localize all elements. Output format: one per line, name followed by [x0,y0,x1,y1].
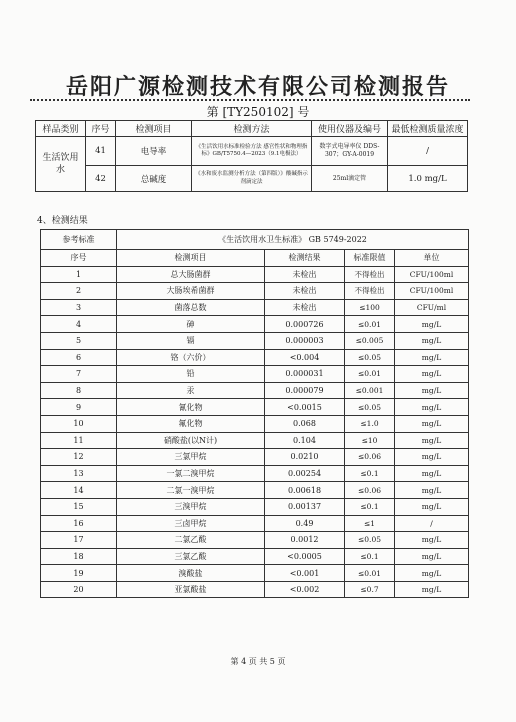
test-item: 二氯乙酸 [117,532,265,549]
standard-limit: ≤100 [345,299,395,316]
sample-category: 生活饮用水 [36,137,86,192]
test-item: 铅 [117,366,265,383]
row-number: 9 [41,399,117,416]
unit: mg/L [395,548,469,565]
table-row [41,482,469,499]
report-title: 岳阳广源检测技术有限公司检测报告 [65,75,450,100]
standard-limit: ≤1.0 [345,415,395,432]
test-item: 氟化物 [117,415,265,432]
test-result: <0.0005 [265,548,345,565]
test-item: 菌落总数 [117,299,265,316]
header-cell: 检测结果 [265,250,345,267]
row-number: 41 [86,137,116,166]
test-item: 镉 [117,332,265,349]
table-row [41,432,469,449]
standard-limit: 不得检出 [345,283,395,300]
standard-limit: ≤0.01 [345,316,395,333]
standard-limit: ≤0.05 [345,532,395,549]
test-item: 三溴甲烷 [117,498,265,515]
unit: CFU/100ml [395,283,469,300]
header-cell: 检测项目 [116,121,192,137]
row-number: 2 [41,283,117,300]
test-result: <0.004 [265,349,345,366]
standard-limit: ≤0.1 [345,465,395,482]
table-row [41,316,469,333]
header-cell: 检测项目 [117,250,265,267]
unit: / [395,515,469,532]
test-item: 总大肠菌群 [117,266,265,283]
standard-limit: ≤0.001 [345,382,395,399]
unit: CFU/ml [395,299,469,316]
unit: mg/L [395,449,469,466]
standard-limit: ≤0.05 [345,399,395,416]
unit: mg/L [395,482,469,499]
table-row [41,498,469,515]
header-cell: 单位 [395,250,469,267]
test-result: 0.00137 [265,498,345,515]
unit: mg/L [395,366,469,383]
unit: mg/L [395,432,469,449]
test-result: 未检出 [265,299,345,316]
header-cell: 样品类别 [36,121,86,137]
table-row [41,283,469,300]
test-item: 三氯甲烷 [117,449,265,466]
standard-limit: ≤0.01 [345,366,395,383]
header-cell: 检测方法 [192,121,312,137]
unit: mg/L [395,316,469,333]
test-item: 亚氯酸盐 [117,581,265,598]
table-row [41,532,469,549]
header-cell: 序号 [41,250,117,267]
title-divider [30,99,470,101]
min-concentration: 1.0 mg/L [388,166,468,192]
table-row [41,266,469,283]
test-item: 汞 [117,382,265,399]
standard-limit: ≤0.01 [345,565,395,582]
standard-limit: ≤0.06 [345,482,395,499]
test-result: <0.0015 [265,399,345,416]
row-number: 15 [41,498,117,515]
table-row [41,399,469,416]
table-row [41,548,469,565]
row-number: 3 [41,299,117,316]
table-row [41,515,469,532]
row-number: 13 [41,465,117,482]
table-row [41,382,469,399]
standard-limit: ≤0.1 [345,498,395,515]
reference-label: 参考标准 [41,230,117,250]
row-number: 5 [41,332,117,349]
table-row [41,299,469,316]
test-item: 大肠埃希菌群 [117,283,265,300]
test-item: 一氯二溴甲烷 [117,465,265,482]
unit: mg/L [395,565,469,582]
header-cell: 标准限值 [345,250,395,267]
header-cell: 序号 [86,121,116,137]
standard-limit: ≤0.06 [345,449,395,466]
test-result: 0.49 [265,515,345,532]
reference-standard: 《生活饮用水卫生标准》 GB 5749-2022 [117,230,469,250]
row-number: 17 [41,532,117,549]
row-number: 7 [41,366,117,383]
unit: CFU/100ml [395,266,469,283]
row-number: 14 [41,482,117,499]
row-number: 12 [41,449,117,466]
header-cell: 最低检测质量浓度 [388,121,468,137]
table-row [41,565,469,582]
instrument: 数字式电导率仪 DDS-307；GY-A-0019 [312,137,388,166]
report-number: 第 [TY250102] 号 [206,105,310,119]
row-number: 20 [41,581,117,598]
test-item: 总碱度 [116,166,192,192]
instrument: 25ml滴定管 [312,166,388,192]
header-cell: 使用仪器及编号 [312,121,388,137]
test-result: 0.068 [265,415,345,432]
row-number: 8 [41,382,117,399]
section-heading: 4、检测结果 [37,216,88,226]
row-number: 18 [41,548,117,565]
results-table-header [41,250,469,267]
test-item: 溴酸盐 [117,565,265,582]
standard-limit: ≤0.1 [345,548,395,565]
row-number: 11 [41,432,117,449]
test-method: 《生活饮用水标准检验方法 感官性状和物理指标》GB/T5750.4—2023（9.1电极法） [192,137,312,166]
test-item: 硝酸盐(以N计) [117,432,265,449]
test-result: 0.0210 [265,449,345,466]
results-body [41,266,469,598]
row-number: 6 [41,349,117,366]
table-row [41,581,469,598]
standard-limit: ≤10 [345,432,395,449]
row-number: 1 [41,266,117,283]
test-item: 氰化物 [117,399,265,416]
test-item: 三卤甲烷 [117,515,265,532]
table-row [41,349,469,366]
test-item: 三氯乙酸 [117,548,265,565]
standard-limit: ≤0.05 [345,349,395,366]
table-row [41,449,469,466]
test-result: 0.104 [265,432,345,449]
test-result: 未检出 [265,283,345,300]
unit: mg/L [395,415,469,432]
unit: mg/L [395,581,469,598]
table-row [41,465,469,482]
standard-limit: ≤0.005 [345,332,395,349]
test-item: 铬（六价） [117,349,265,366]
test-result: 0.00254 [265,465,345,482]
standard-limit: ≤1 [345,515,395,532]
standard-limit: 不得检出 [345,266,395,283]
unit: mg/L [395,382,469,399]
test-item: 电导率 [116,137,192,166]
test-result: <0.002 [265,581,345,598]
unit: mg/L [395,332,469,349]
unit: mg/L [395,498,469,515]
unit: mg/L [395,349,469,366]
test-result: 0.000079 [265,382,345,399]
test-item: 砷 [117,316,265,333]
test-result: 0.0012 [265,532,345,549]
results-table [40,229,469,598]
test-result: 0.000031 [265,366,345,383]
row-number: 4 [41,316,117,333]
table-row [41,366,469,383]
row-number: 42 [86,166,116,192]
test-result: 0.00618 [265,482,345,499]
method-table [35,120,468,192]
row-number: 10 [41,415,117,432]
method-table-header [36,121,468,137]
unit: mg/L [395,399,469,416]
test-item: 二氯一溴甲烷 [117,482,265,499]
test-result: 0.000003 [265,332,345,349]
table-row [36,166,468,192]
page-number: 第 4 页 共 5 页 [230,657,286,666]
min-concentration: / [388,137,468,166]
table-row [41,332,469,349]
test-result: 0.000726 [265,316,345,333]
test-result: 未检出 [265,266,345,283]
test-result: <0.001 [265,565,345,582]
unit: mg/L [395,532,469,549]
table-row [36,137,468,166]
row-number: 16 [41,515,117,532]
table-row [41,415,469,432]
reference-standard-row [41,230,469,250]
unit: mg/L [395,465,469,482]
test-method: 《水和废水监测分析方法（第四版）》酸碱指示剂滴定法 [192,166,312,192]
row-number: 19 [41,565,117,582]
standard-limit: ≤0.7 [345,581,395,598]
